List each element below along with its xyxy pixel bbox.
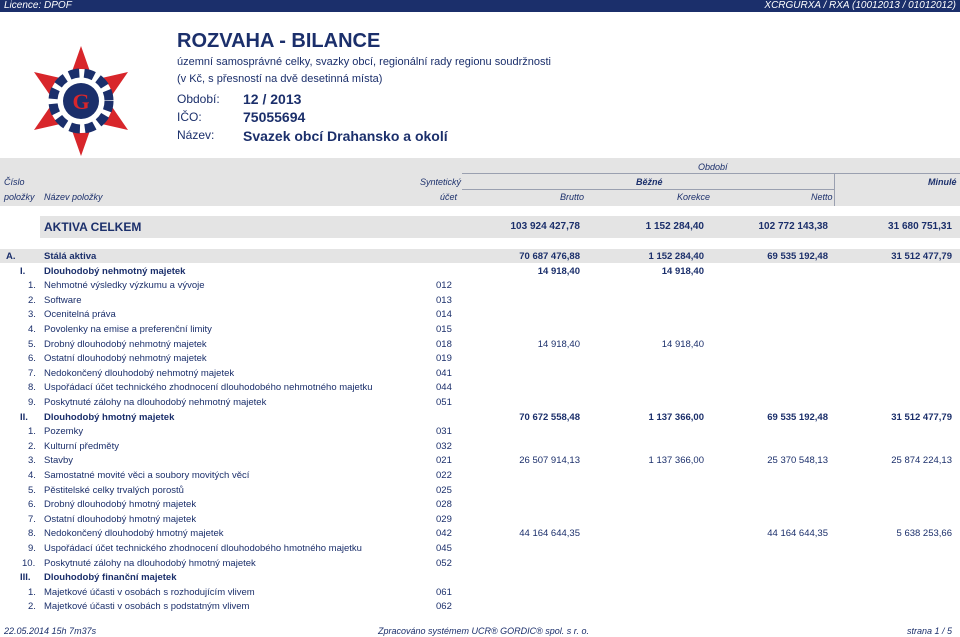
table-row	[0, 338, 960, 352]
header-divider	[462, 173, 960, 174]
footer-system: Zpracováno systémem UCR® GORDIC® spol. s r. o.	[378, 626, 589, 636]
row-name: Stálá aktiva	[44, 251, 97, 262]
row-name: Nedokončený dlouhodobý hmotný majetek	[44, 528, 224, 540]
row-account: 032	[436, 440, 452, 452]
total-minule: 31 680 751,31	[888, 221, 952, 232]
row-number: 6.	[28, 353, 36, 365]
row-name: Stavby	[44, 455, 74, 467]
row-number: 3.	[28, 309, 36, 321]
row-name: Majetkové účasti v osobách s rozhodujícím vlivem	[44, 586, 255, 598]
row-number: 2.	[28, 294, 36, 306]
row-minule: 5 638 253,66	[896, 528, 952, 540]
row-number: 1.	[28, 426, 36, 438]
period-value: 12 / 2013	[243, 91, 302, 107]
row-korekce: 1 152 284,40	[648, 251, 704, 262]
row-korekce: 1 137 366,00	[648, 455, 704, 467]
table-row	[0, 557, 960, 571]
row-name: Samostatné movité věci a soubory movitých věcí	[44, 470, 250, 481]
row-number: II.	[20, 411, 28, 423]
row-account: 052	[436, 557, 452, 569]
total-brutto: 103 924 427,78	[510, 221, 580, 232]
row-number: 2.	[28, 601, 36, 613]
row-number: 6.	[28, 499, 36, 511]
row-number: I.	[20, 265, 26, 277]
report-code: XCRGURXA / RXA (10012013 / 01012012)	[764, 0, 956, 11]
row-name: Poskytnuté zálohy na dlouhodobý nehmotný majetek	[44, 397, 267, 408]
total-label: AKTIVA CELKEM	[44, 220, 142, 234]
header-korekce: Korekce	[677, 192, 711, 202]
table-row	[0, 513, 960, 527]
header-nazev: Název položky	[44, 192, 103, 202]
name-value: Svazek obcí Drahansko a okolí	[243, 128, 448, 144]
row-name: Drobný dlouhodobý nehmotný majetek	[44, 338, 207, 350]
row-account: 019	[436, 353, 452, 365]
header-divider	[462, 189, 834, 190]
row-brutto: 70 672 558,48	[519, 411, 580, 423]
header-divider	[834, 173, 835, 206]
header-synteticky: Syntetický	[420, 177, 462, 187]
license-text: Licence: DPOF	[4, 0, 72, 11]
row-korekce: 1 137 366,00	[648, 411, 704, 423]
row-account: 028	[436, 499, 452, 511]
table-row	[0, 542, 960, 556]
footer-date: 22.05.2014 15h 7m37s	[4, 626, 97, 636]
ico-label: IČO:	[177, 110, 202, 124]
header-ucet: účet	[440, 192, 458, 202]
row-number: 8.	[28, 528, 36, 540]
row-korekce: 14 918,40	[661, 338, 704, 350]
row-account: 061	[436, 586, 452, 598]
row-account: 044	[436, 382, 452, 394]
row-account: 062	[436, 601, 452, 613]
footer-page: strana 1 / 5	[906, 626, 952, 636]
row-number: 5.	[28, 484, 36, 496]
name-label: Název:	[177, 128, 215, 142]
row-name: Majetkové účasti v osobách s podstatným vlivem	[44, 601, 250, 613]
row-account: 045	[436, 543, 452, 554]
table-row	[0, 396, 960, 410]
row-korekce: 14 918,40	[661, 265, 704, 277]
header-polozky: položky	[4, 192, 35, 202]
header-minule: Minulé	[928, 177, 957, 187]
header-bezne: Běžné	[636, 177, 663, 187]
row-name: Ostatní dlouhodobý nehmotný majetek	[44, 353, 207, 365]
row-netto: 69 535 192,48	[767, 411, 828, 423]
row-number: 4.	[28, 324, 36, 335]
row-name: Ostatní dlouhodobý hmotný majetek	[44, 513, 197, 525]
row-name: Pěstitelské celky trvalých porostů	[44, 484, 184, 496]
row-account: 014	[436, 309, 452, 321]
row-brutto: 70 687 476,88	[519, 251, 580, 262]
row-number: 4.	[28, 470, 36, 481]
svg-text:G: G	[72, 89, 90, 114]
report-subtitle: územní samosprávné celky, svazky obcí, regionální rady regionu soudržnosti	[177, 56, 551, 68]
row-account: 021	[436, 455, 452, 467]
header-brutto: Brutto	[560, 192, 585, 202]
row-minule: 31 512 477,79	[891, 251, 952, 262]
row-account: 022	[436, 470, 452, 481]
row-name: Poskytnuté zálohy na dlouhodobý hmotný majetek	[44, 557, 256, 569]
row-name: Dlouhodobý nehmotný majetek	[44, 265, 186, 277]
row-minule: 25 874 224,13	[891, 455, 952, 467]
table-row	[0, 352, 960, 366]
row-number: 10.	[22, 557, 36, 569]
row-name: Povolenky na emise a preferenční limity	[44, 324, 212, 335]
table-row	[0, 367, 960, 381]
row-account: 042	[436, 528, 452, 540]
report-title: ROZVAHA - BILANCE	[177, 30, 381, 52]
row-number: 5.	[28, 338, 36, 350]
row-name: Nehmotné výsledky výzkumu a vývoje	[44, 280, 205, 292]
table-row	[0, 411, 960, 425]
table-row	[0, 498, 960, 512]
row-name: Pozemky	[44, 426, 84, 438]
row-number: 2.	[28, 440, 36, 452]
row-name: Uspořádací účet technického zhodnocení dlouhodobého hmotného majetku	[44, 543, 362, 554]
row-number: 7.	[28, 367, 36, 379]
table-row	[0, 484, 960, 498]
table-row	[0, 279, 960, 293]
table-row	[0, 250, 960, 264]
header-obdobi: Období	[698, 162, 728, 172]
report-units: (v Kč, s přesností na dvě desetinná místa)	[177, 73, 383, 85]
row-number: 9.	[28, 397, 36, 408]
ico-value: 75055694	[243, 109, 306, 125]
table-row	[0, 600, 960, 614]
total-netto: 102 772 143,38	[758, 221, 828, 232]
table-row	[0, 323, 960, 337]
row-account: 025	[436, 484, 452, 496]
row-number: III.	[20, 572, 31, 584]
row-netto: 44 164 644,35	[767, 528, 828, 540]
row-account: 029	[436, 513, 452, 525]
row-number: 7.	[28, 513, 36, 525]
row-account: 018	[436, 338, 452, 350]
table-row	[0, 425, 960, 439]
table-row	[0, 440, 960, 454]
row-account: 015	[436, 324, 452, 335]
gordic-logo-icon	[22, 42, 140, 160]
license-bar	[0, 0, 960, 12]
table-row	[0, 586, 960, 600]
table-row	[0, 381, 960, 395]
table-row	[0, 308, 960, 322]
header-cislo: Číslo	[4, 177, 25, 187]
row-number: 3.	[28, 455, 36, 467]
table-row	[0, 265, 960, 279]
table-row	[0, 294, 960, 308]
row-name: Dlouhodobý finanční majetek	[44, 572, 177, 584]
row-name: Ocenitelná práva	[44, 309, 116, 321]
row-name: Dlouhodobý hmotný majetek	[44, 411, 175, 423]
row-number: 9.	[28, 543, 36, 554]
row-minule: 31 512 477,79	[891, 411, 952, 423]
row-number: 1.	[28, 586, 36, 598]
row-account: 012	[436, 280, 452, 292]
row-account: 031	[436, 426, 452, 438]
total-korekce: 1 152 284,40	[645, 221, 704, 232]
table-row	[0, 571, 960, 585]
header-netto: Netto	[811, 192, 833, 202]
row-name: Uspořádací účet technického zhodnocení dlouhodobého nehmotného majetku	[44, 382, 373, 394]
row-account: 051	[436, 397, 452, 408]
row-brutto: 26 507 914,13	[519, 455, 580, 467]
table-row	[0, 469, 960, 483]
row-number: 1.	[28, 280, 36, 292]
row-account: 013	[436, 294, 452, 306]
row-account: 041	[436, 367, 452, 379]
row-netto: 25 370 548,13	[767, 455, 828, 467]
table-row	[0, 454, 960, 468]
row-name: Drobný dlouhodobý hmotný majetek	[44, 499, 197, 511]
period-label: Období:	[177, 92, 220, 106]
row-netto: 69 535 192,48	[767, 251, 828, 262]
row-name: Nedokončený dlouhodobý nehmotný majetek	[44, 367, 235, 379]
row-name: Kulturní předměty	[44, 440, 119, 452]
row-number: 8.	[28, 382, 36, 394]
row-name: Software	[44, 294, 82, 306]
row-brutto: 14 918,40	[537, 338, 580, 350]
table-row	[0, 527, 960, 541]
row-number: A.	[6, 251, 16, 262]
row-brutto: 14 918,40	[537, 265, 580, 277]
row-brutto: 44 164 644,35	[519, 528, 580, 540]
